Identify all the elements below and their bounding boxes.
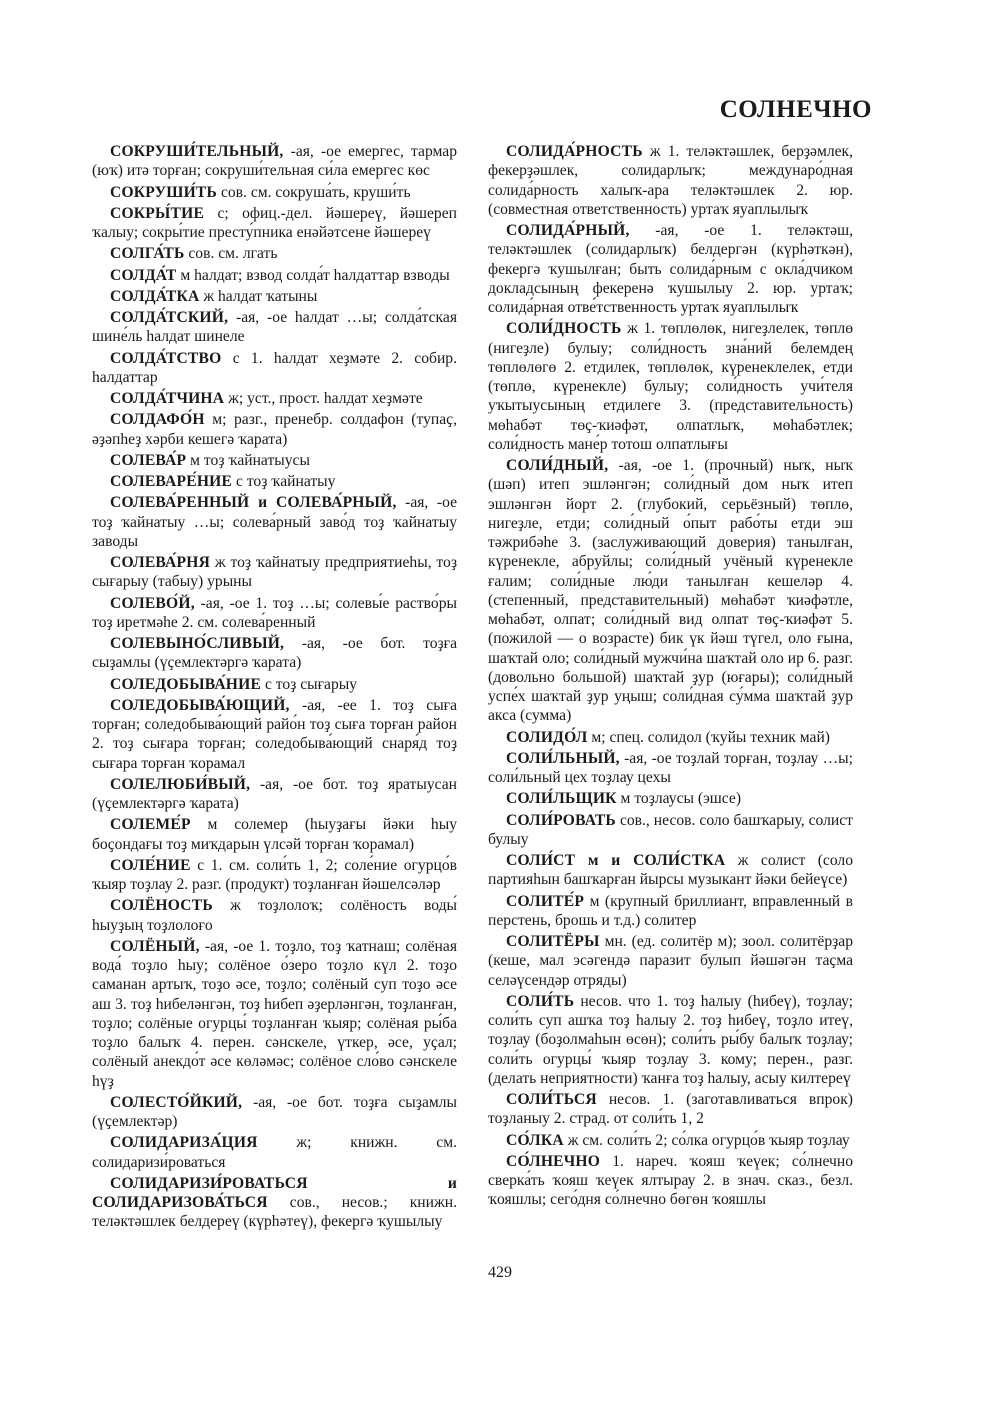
entry-headword: СОЛЁНОСТЬ: [110, 897, 213, 915]
dictionary-entry: [488, 992, 853, 1088]
entry-headword: СОЛИ́ТЬСЯ: [506, 1091, 597, 1108]
dictionary-entry: [92, 244, 457, 263]
dictionary-entry: [92, 696, 457, 773]
entry-headword: СОЛЕВЫНО́СЛИВЫЙ,: [110, 635, 285, 652]
entry-text: с тоҙ сығарыу: [261, 675, 358, 693]
entry-text: ж 1. төплөлөк, нигеҙлелек, төплө (нигеҙле) булыу; соли́дность зна́ний белемдең төплөлөгө 2. етдилек, төплөлөк, күренеклелек, етди (төплө, күренекле) булыу; соли́дность учи́теля уҡытыусының етдилеге 3. (представительность) мөһабәт төҫ-ҡиәфәт, олпатлыҡ, мөһабәтлек; соли́дность мане́р тотош олпатлығы: [488, 320, 853, 453]
entry-text: -ая, -ое тоҙлай торған, тоҙлау …ы; соли́льный цех тоҙлау цехы: [488, 749, 853, 786]
dictionary-entry: [488, 728, 853, 747]
entry-headword: СОЛДА́ТКА: [110, 287, 200, 305]
entry-headword: СОЛИДАРИЗИ́РОВАТЬСЯ и СОЛИДАРИЗОВА́ТЬСЯ: [92, 1174, 457, 1211]
entry-text: ж һалдат ҡатыны: [199, 287, 318, 305]
dictionary-entry: [488, 221, 853, 317]
dictionary-entry: [92, 451, 457, 470]
entry-headword: СОЛЕДОБЫВА́ЮЩИЙ,: [110, 696, 290, 714]
entry-text: м; разг., пренебр. солдафон (тупаҫ, әҙәпһеҙ хәрби кешегә ҡарата): [92, 411, 457, 448]
entry-text: 1. нареч. ҡояш ҡеүек; со́лнечно сверка́ть ҡояш ҡеүек ялтырау 2. в знач. сказ., безл. ҡояшлы; сего́дня со́лнечно бөгөн ҡояшлы: [488, 1152, 853, 1209]
entry-text: с; офиц.-дел. йәшереү, йәшереп ҡалыу; сокры́тие престу́пника енәйәтсене йәшереү: [92, 204, 457, 241]
dictionary-entry: [92, 675, 457, 694]
entry-text: ж см. соли́ть 2; со́лка огурцо́в ҡыяр тоҙлау: [563, 1131, 850, 1149]
entry-text: м тоҙ ҡайнатыусы: [186, 451, 310, 469]
dictionary-entry: [92, 775, 457, 814]
entry-headword: СОКРУШИ́ТЬ: [110, 183, 218, 201]
entry-headword: СОЛИ́ЛЬЩИК: [506, 790, 617, 808]
entry-text: -ая, -ое бот. тоҙға сыҙамлы (үҫемлектәргә ҡарата): [92, 635, 457, 672]
entry-text: ж тоҙлолоҡ; солёность воды́ һыуҙың тоҙлолоғо: [92, 897, 457, 934]
entry-headword: СОЛИДА́РНЫЙ,: [506, 222, 630, 239]
entry-text: с тоҙ ҡайнатыу: [232, 473, 336, 490]
entry-headword: СОЛИДА́РНОСТЬ: [506, 143, 643, 160]
entry-text: сов., несов.; книжн. теләктәшлек белдереү (күрһәтеү), фекергә ҡушылыу: [92, 1194, 457, 1231]
dictionary-entry: [92, 1093, 457, 1132]
entry-headword: СОЛИ́ЛЬНЫЙ,: [506, 749, 620, 767]
entry-headword: СОКРЫ́ТИЕ: [110, 204, 205, 222]
entry-headword: СОЛГА́ТЬ: [110, 245, 185, 263]
entry-text: ж 1. теләктәшлек, берҙәмлек, фекерҙәшлек, солидарлыҡ; междунаро́дная солида́рность халыҡ-ара теләктәшлек 2. юр. (совместная ответственность) уртаҡ яуаплылыҡ: [488, 143, 853, 218]
entry-text: -ая, -ое 1. (прочный) ныҡ, ныҡ (шәп) итеп эшләнгән; соли́дный дом ныҡ итеп эшләнгән йорт 2. (глубокий, серьёзный) төплө, нигеҙле, етди; соли́дный о́пыт рабо́ты етди эш тәжрибәһе 3. (заслуживающий доверия) танылған, күренекле, абруйлы; соли́дный учёный күренекле ғалим; соли́дные лю́ди танылған кешеләр 4. (степенный, представительный) мөһабәт ҡиәфәтле, мөһабәт, олпат; соли́дный вид олпат төҫ-ҡиәфәт 5. (пожилой — о возрасте) бик үк йәш түгел, оло ғына, шаҡтай оло; соли́дный мужчи́на шаҡтай оло ир 6. разг. (довольно большой) шаҡтай ҙур (юғары); соли́дный успе́х шаҡтай ҙур уңыш; соли́дная су́мма шаҡтай ҙур акса (сумма): [488, 457, 853, 725]
entry-text: -ая, -ое һалдат …ы; солда́тская шине́ль һалдат шинеле: [92, 309, 457, 346]
dictionary-entry: [488, 789, 853, 808]
entry-headword: СО́ЛКА: [506, 1131, 564, 1149]
entry-headword: СОЛИДАРИЗА́ЦИЯ: [110, 1134, 258, 1152]
entry-headword: СОЛИДО́Л: [506, 728, 588, 746]
entry-text: -ая, -ое 1. тоҙло, тоҙ ҡатнаш; солёная вода́ тоҙло һыу; солёное о́зеро тоҙло күл 2. тоҙо саманан артыҡ, тоҙо әсе, тоҙло; солёный суп тоҙо әсе аш 3. тоҙ һибеләнгән, тоҙ һибеп әҙерләнгән, тоҙланған, тоҙло; солёные огурцы́ тоҙланған ҡыяр; солёная ры́ба тоҙло балыҡ 4. перен. сәнскеле, үткер, әсе, уҫал; солёный анекдо́т әсе көләмәс; солёное сло́во сәнскеле һүҙ: [92, 937, 457, 1090]
dictionary-entry: [92, 266, 457, 285]
dictionary-entry: [92, 815, 457, 854]
entry-text: м һалдат; взвод солда́т һалдаттар взводы: [176, 266, 450, 284]
entry-headword: СОЛЕВО́Й,: [110, 594, 195, 612]
dictionary-entry: [488, 1131, 853, 1150]
left-column: [92, 142, 457, 1234]
dictionary-entry: [92, 308, 457, 347]
dictionary-entry: [92, 493, 457, 551]
entry-text: м (крупный бриллиант, вправленный в перстень, брошь и т.д.) солитер: [488, 892, 853, 929]
page-number: 429: [488, 1264, 512, 1281]
entry-headword: СОЛИ́ДНЫЙ,: [506, 457, 609, 474]
entry-text: сов., несов. соло башҡарыу, солист булыу: [488, 811, 853, 848]
dictionary-entry: [488, 1090, 853, 1129]
entry-headword: СОКРУШИ́ТЕЛЬНЫЙ,: [110, 143, 284, 160]
dictionary-entry: [488, 851, 853, 890]
dictionary-entry: [92, 937, 457, 1091]
entry-text: с 1. һалдат хеҙмәте 2. собир. һалдаттар: [92, 349, 457, 386]
entry-text: ж солист (соло партияһын башҡарған йырсы музыкант йәки бейеүсе): [488, 852, 853, 889]
entry-headword: СОЛЕВА́РЕННЫЙ и СОЛЕВА́РНЫЙ,: [110, 494, 397, 512]
entry-text: ж; уст., прост. һалдат хеҙмәте: [224, 390, 423, 407]
dictionary-entry: [92, 634, 457, 673]
entry-headword: СОЛДА́ТЧИНА: [110, 390, 225, 407]
entry-text: -ая, -ое бот. тоҙ яратыусан (үҫемлектәргә ҡарата): [92, 775, 457, 812]
entry-headword: СОЛДАФО́Н: [110, 411, 205, 429]
dictionary-entry: [488, 932, 853, 990]
entry-headword: СОЛЕ́НИЕ: [110, 856, 191, 874]
entry-text: -ая, -ое тоҙ ҡайнатыу …ы; солева́рный заво́д тоҙ ҡайнатыу заводы: [92, 494, 457, 550]
dictionary-entry: [92, 287, 457, 306]
dictionary-entry: [488, 1152, 853, 1210]
entry-headword: СОЛИТЁРЫ: [506, 933, 600, 950]
entry-text: ж тоҙ ҡайнатыу предприятиеһы, тоҙ сығарыу (табыу) урыны: [92, 554, 457, 591]
entry-headword: СОЛЕВА́Р: [110, 451, 187, 469]
entry-text: -ая, -ее 1. тоҙ сыға торған; соледобыва́ющий райо́н тоҙ сыға торған район 2. тоҙ сығара торған; соледобыва́ющий снаря́д тоҙ сығара торған ҡорамал: [92, 696, 457, 772]
dictionary-entry: [92, 472, 457, 491]
right-column: [488, 142, 853, 1212]
entry-headword: СОЛЕМЕ́Р: [110, 816, 191, 834]
entry-text: с 1. см. соли́ть 1, 2; соле́ние огурцо́в ҡыяр тоҙлау 2. разг. (продукт) тоҙланған йәшелсәләр: [92, 856, 457, 893]
dictionary-entry: [488, 142, 853, 219]
entry-text: м солемер (һыуҙағы йәки һыу боҫондағы тоҙ миҡдарын үлсәй торған ҡорамал): [92, 816, 457, 853]
entry-text: сов. см. лгать: [184, 245, 278, 263]
entry-headword: СОЛЕВАРЕ́НИЕ: [110, 473, 233, 490]
dictionary-entry: [488, 811, 853, 850]
dictionary-entry: [92, 1133, 457, 1172]
entry-headword: СОЛИ́СТ м и СОЛИ́СТКА: [506, 852, 726, 869]
dictionary-entry: [92, 204, 457, 243]
dictionary-entry: [488, 456, 853, 726]
dictionary-entry: [488, 892, 853, 931]
entry-headword: СОЛДА́Т: [110, 266, 177, 284]
entry-text: -ая, -ое бот. тоҙға сыҙамлы (үҫемлектәр): [92, 1093, 457, 1130]
dictionary-entry: [92, 349, 457, 388]
entry-headword: СОЛЕСТО́ЙКИЙ,: [110, 1093, 243, 1111]
dictionary-entry: [92, 856, 457, 895]
entry-headword: СОЛИ́ДНОСТЬ: [506, 320, 622, 338]
entry-text: ж; книжн. см. солидаризи́роваться: [92, 1134, 457, 1171]
entry-text: несов. что 1. тоҙ һалыу (һибеү), тоҙлау; соли́ть суп ашҡа тоҙ һалыу 2. тоҙ һибеү, тоҙло итеү, тоҙлау (боҙолмаһын өсөн); соли́ть ры́бу балыҡ тоҙлау; соли́ть огурцы́ ҡыяр тоҙлау 3. кому; перен., разг. (делать неприятности) ҡанға тоҙ һалыу, асыу килтереү: [488, 992, 853, 1087]
entry-text: сов. см. сокруша́ть, круши́ть: [217, 183, 411, 201]
entry-text: -ая, -ое 1. тоҙ …ы; солевы́е раство́ры тоҙ иретмәһе 2. см. солева́ренный: [92, 594, 457, 631]
entry-headword: СОЛЕВА́РНЯ: [110, 554, 211, 571]
dictionary-entry: [92, 389, 457, 408]
entry-headword: СОЛЕДОБЫВА́НИЕ: [110, 675, 262, 693]
entry-headword: СОЛДА́ТСКИЙ,: [110, 309, 229, 326]
entry-text: -ая, -ое 1. теләктәш, теләктәшлек (солидарлыҡ) белдергән (күрһәткән), фекергә ҡушылған; быть солида́рным с окла́дчиком докладсының фекеренә ҡушылыу 2. юр. уртаҡ; солида́рная отве́тственность уртаҡ яуаплылыҡ: [488, 222, 853, 316]
entry-headword: СОЛИ́ТЬ: [506, 992, 575, 1010]
dictionary-entry: [92, 142, 457, 181]
dictionary-entry: [92, 594, 457, 633]
dictionary-entry: [92, 896, 457, 935]
running-head: СОЛНЕЧНО: [719, 96, 872, 123]
entry-text: м тоҙлаусы (эшсе): [616, 790, 742, 808]
entry-text: м; спец. солидол (ҡуйы техник май): [587, 728, 831, 746]
dictionary-entry: [488, 749, 853, 788]
entry-headword: СОЛДА́ТСТВО: [110, 349, 222, 367]
entry-headword: СОЛЁНЫЙ,: [110, 937, 200, 955]
entry-text: мн. (ед. солитёр м); зоол. солитёрҙар (кеше, мал эсәгендә паразит булып йәшәгән таҫма селәүсендәр отряды): [488, 933, 853, 989]
entry-text: -ая, -ое емергес, тармар (юҡ) итә торған; сокруши́тельная си́ла емергес көс: [92, 143, 457, 180]
entry-headword: СОЛИТЕ́Р: [506, 892, 585, 910]
dictionary-entry: [92, 183, 457, 202]
dictionary-entry: [488, 319, 853, 454]
dictionary-entry: [92, 553, 457, 592]
dictionary-entry: [92, 1174, 457, 1232]
entry-headword: СО́ЛНЕЧНО: [506, 1152, 601, 1170]
entry-headword: СОЛЕЛЮБИ́ВЫЙ,: [110, 775, 251, 793]
entry-headword: СОЛИ́РОВАТЬ: [506, 811, 616, 829]
entry-text: несов. 1. (заготавливаться впрок) тоҙланыу 2. страд. от соли́ть 1, 2: [488, 1091, 853, 1128]
dictionary-entry: [92, 410, 457, 449]
